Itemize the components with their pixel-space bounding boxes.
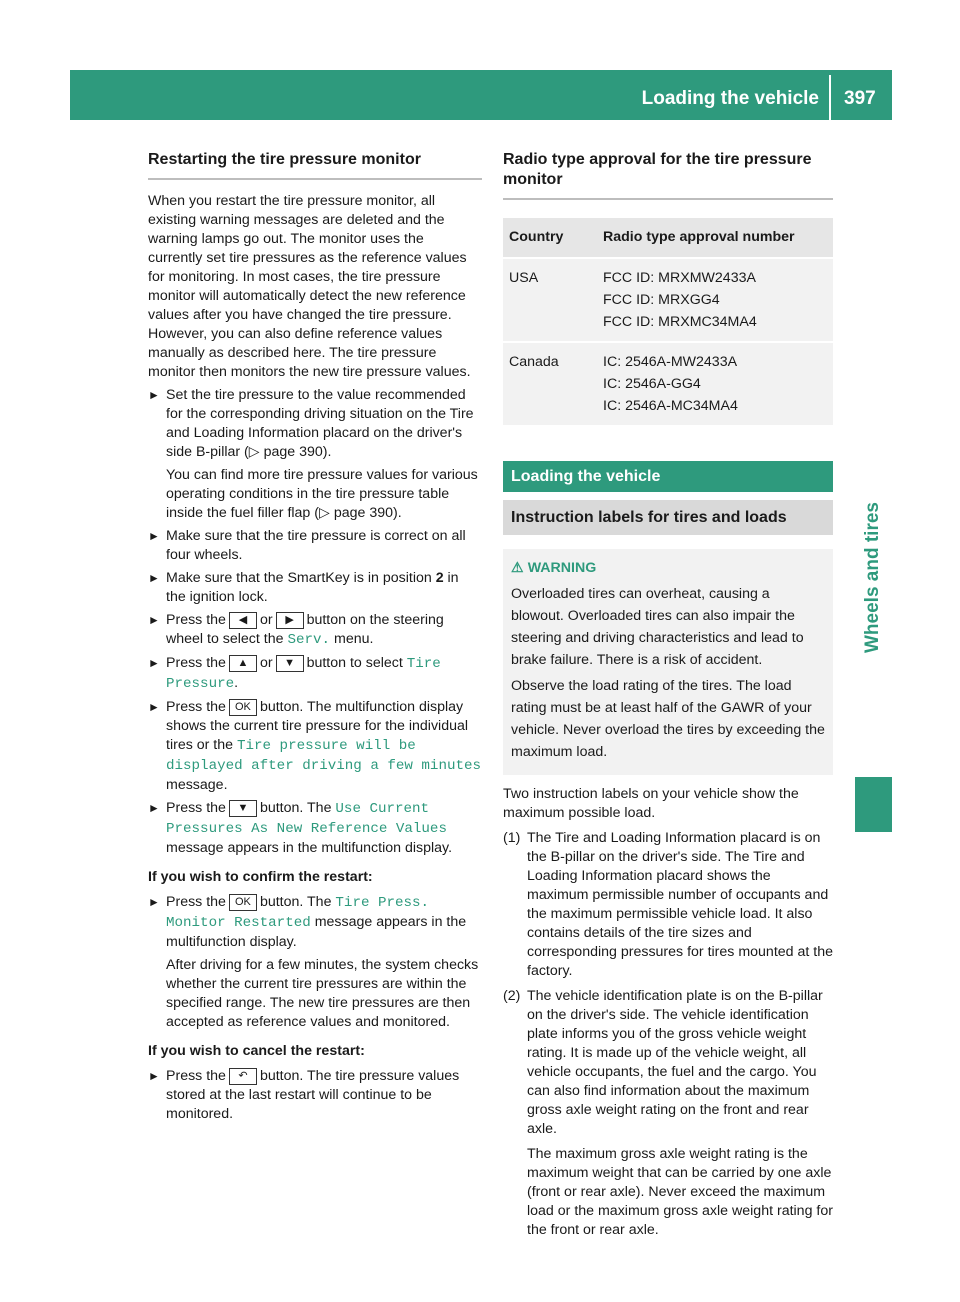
table-cell (597, 342, 833, 425)
step (148, 799, 482, 858)
table-cell: Canada (503, 342, 597, 425)
column-header: Country (503, 218, 597, 258)
step-text: Press the (166, 800, 226, 816)
side-tab-label: Wheels and tires (862, 502, 883, 653)
step-text: in the ignition lock. (166, 570, 459, 605)
step-text: The tire pressure values stored at the last restart will continue to be monitored. (166, 1068, 460, 1122)
intro-paragraph: Two instruction labels on your vehicle show the maximum possible load. (503, 786, 799, 821)
table-row (503, 342, 833, 425)
item-text: The Tire and Loading Information placard is on the B-pillar on the driver's side. The Tire and Loading Information placard shows the maximum permissible number of occupants and the maximum permissible vehicle load. It also contains details of the tire sizes and corresponding pressures for tires mounted at the factory. (527, 830, 833, 979)
numbered-item-note (503, 1145, 833, 1240)
arrow-icon: ► (148, 801, 160, 815)
warning-box (503, 549, 833, 775)
step-text: Make sure that the tire pressure is correct on all four wheels. (166, 528, 466, 563)
warning-text: Overloaded tires can overheat, causing a blowout. Overloaded tires can also impair the steering and driving characteristics and lead to brake failure. There is a risk of accident. (511, 586, 804, 668)
step-text: message appears in the multifunction display. (166, 840, 453, 856)
item-number: (2) (503, 988, 521, 1004)
warning-triangle-icon: ⚠ (511, 560, 524, 576)
arrow-icon: ► (148, 1069, 160, 1083)
table-cell (597, 258, 833, 342)
table-cell: USA (503, 258, 597, 342)
heading-rule (148, 178, 482, 180)
step-text: button. (259, 894, 304, 910)
step-text: Press the (166, 894, 226, 910)
page-title: Loading the vehicle (641, 88, 819, 109)
arrow-icon: ► (148, 613, 160, 627)
step (148, 893, 482, 952)
subheading: If you wish to confirm the restart: (148, 869, 373, 885)
step-text: message. (166, 777, 228, 793)
item-number: (1) (503, 830, 521, 846)
step-text: message appears in the multifunction display. (166, 914, 467, 950)
left-arrow-key-icon: ◀ (229, 612, 257, 629)
warning-heading (511, 557, 825, 579)
step (148, 569, 482, 607)
numbered-item (503, 829, 833, 981)
arrow-icon: ► (148, 388, 160, 402)
section-heading: Radio type approval for the tire pressure monitor (503, 151, 812, 188)
step-text: Press the (166, 655, 226, 671)
side-tab (855, 502, 892, 660)
heading-rule (503, 198, 833, 200)
step: ► Press the ▲ or ▼ button to select Tire Pressure. (148, 655, 441, 692)
ok-key-icon: OK (229, 699, 257, 716)
up-arrow-key-icon: ▲ (229, 655, 257, 672)
arrow-icon: ► (148, 529, 160, 543)
warning-label: WARNING (527, 560, 597, 576)
header-divider (829, 75, 831, 120)
step-text: Press the (166, 699, 226, 715)
step-text: button to select (306, 655, 403, 671)
id-line: FCC ID: MRXGG4 (603, 292, 720, 308)
section-heading: Restarting the tire pressure monitor (148, 151, 421, 168)
step-note-text: After driving for a few minutes, the system checks whether the current tire pressures are within the specified range. The new tire pressures are then accepted as reference values and monitored. (166, 957, 479, 1030)
numbered-item (503, 987, 833, 1139)
display-text: Serv. (287, 632, 331, 648)
step (148, 698, 482, 795)
left-column (148, 150, 482, 1128)
item-text: The vehicle identification plate is on the B-pillar on the driver's side. The vehicle identification plate informs you of the gross vehicle weight rating. It is made up of the vehicle weight, all vehicle occupants, the fuel and the cargo. You can also find information about the maximum gross axle weight rating on the front and rear axle. (527, 988, 823, 1137)
step-text: Press the (166, 612, 226, 628)
section-banner: Loading the vehicle (503, 461, 833, 492)
id-line: FCC ID: MRXMW2433A (603, 270, 756, 286)
step-text: button. (259, 699, 304, 715)
down-arrow-key-icon: ▼ (229, 800, 257, 817)
right-column (503, 150, 833, 1246)
subheading: If you wish to cancel the restart: (148, 1043, 365, 1059)
subsection-banner: Instruction labels for tires and loads (503, 500, 833, 535)
step-text: button on the steering wheel to select the (166, 612, 444, 647)
id-line: IC: 2546A-GG4 (603, 376, 701, 392)
step-text: Set the tire pressure to the value recommended for the corresponding driving situation on the Tire and Loading Information placard on the driver's side B-pillar (▷ page 390). (166, 387, 474, 460)
display-text: Tire pressure will be displayed after driving a few minutes (166, 738, 482, 774)
arrow-icon: ► (148, 700, 160, 714)
warning-text: Observe the load rating of the tires. The load rating must be at least half of the GAWR of your vehicle. Never overload the tires by exceeding the maximum load. (511, 678, 825, 760)
down-arrow-key-icon: ▼ (276, 655, 304, 672)
arrow-icon: ► (148, 656, 160, 670)
step (148, 386, 482, 462)
intro-paragraph: When you restart the tire pressure monitor, all existing warning messages are deleted and the warning lamps go out. The monitor uses the currently set tire pressures as the reference values for monitoring. In most cases, the tire pressure monitor will automatically detect the new reference values after you have changed the tire pressure. However, you can also define reference values manually as described here. The tire pressure monitor then monitors the new tire pressure values. (148, 193, 471, 380)
step-note (148, 956, 482, 1032)
back-key-icon: ↶ (229, 1068, 257, 1085)
arrow-icon: ► (148, 895, 160, 909)
id-line: IC: 2546A-MW2433A (603, 354, 738, 370)
display-text: Tire Press. Monitor Restarted (166, 895, 430, 931)
step-text: button. (259, 800, 304, 816)
column-header: Radio type approval number (597, 218, 833, 258)
step (148, 611, 482, 650)
step-text: The multifunction display shows the current tire pressure for the individual tires or the (166, 699, 469, 753)
approval-table (503, 218, 833, 425)
item-text: The maximum gross axle weight rating is the maximum weight that can be carried by one axle (front or rear axle). Never exceed the maximum load or the maximum gross axle weight rating for the front or rear axle. (527, 1146, 833, 1238)
step-note (148, 466, 482, 523)
side-marker (855, 777, 892, 832)
ok-key-icon: OK (229, 894, 257, 911)
step (148, 527, 482, 565)
id-line: IC: 2546A-MC34MA4 (603, 398, 738, 414)
id-line: FCC ID: MRXMC34MA4 (603, 314, 757, 330)
page-number: 397 (844, 88, 876, 109)
step-text: menu. (334, 631, 374, 647)
display-text: Tire Pressure (166, 656, 441, 692)
step-text: Make sure that the SmartKey is in position (166, 570, 436, 586)
arrow-icon: ► (148, 571, 160, 585)
table-header-row (503, 218, 833, 258)
table-row (503, 258, 833, 342)
step-text: button. (259, 1068, 304, 1084)
step-text: The (307, 800, 332, 816)
position-number: 2 (435, 570, 444, 586)
step-text: The (307, 894, 332, 910)
step-note-text: You can find more tire pressure values for various operating conditions in the tire pressure table inside the fuel filler flap (▷ page 390). (166, 467, 478, 521)
step-text: Press the (166, 1068, 226, 1084)
display-text: Use Current Pressures As New Reference Values (166, 801, 447, 837)
step-text: or (259, 655, 273, 671)
right-arrow-key-icon: ▶ (276, 612, 304, 629)
step-text: or (259, 612, 273, 628)
step (148, 1067, 482, 1124)
